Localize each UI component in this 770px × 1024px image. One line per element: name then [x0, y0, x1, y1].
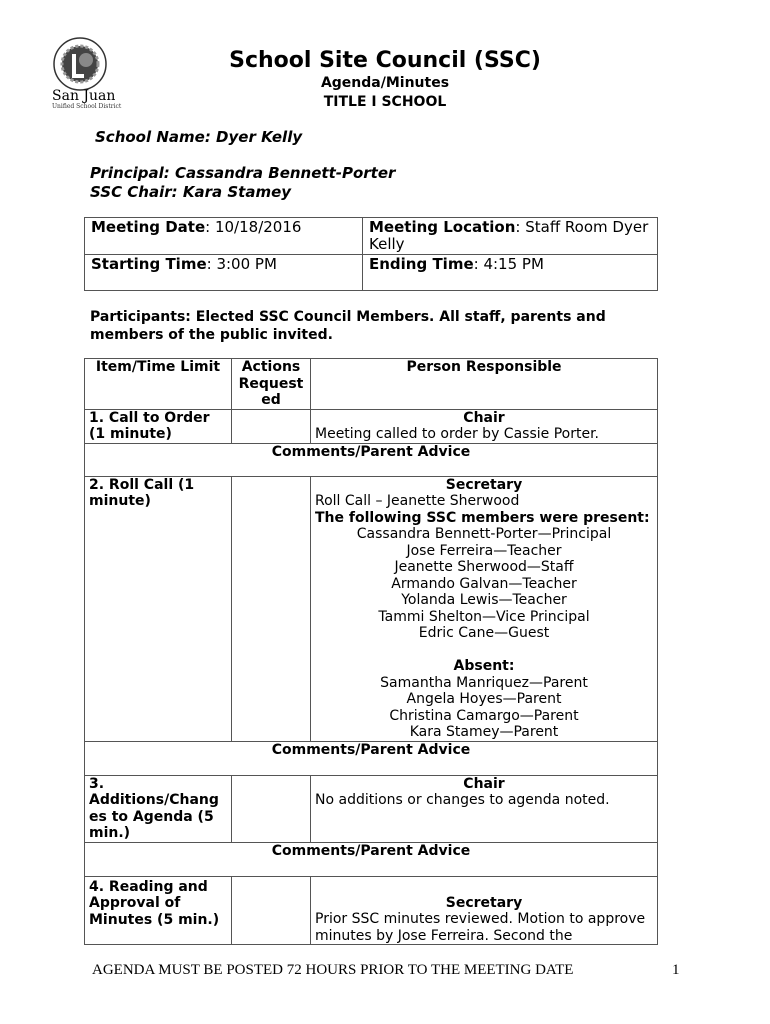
absent-member: Samantha Manriquez—Parent: [380, 674, 588, 691]
starting-time-label: Starting Time: [91, 255, 207, 273]
starting-time-value: : 3:00 PM: [206, 255, 277, 273]
logo-text: San Juan: [52, 88, 116, 104]
item-role: Chair: [463, 409, 505, 426]
absent-member: Kara Stamey—Parent: [409, 724, 559, 740]
meeting-info-table: [84, 217, 658, 291]
meeting-date-label: Meeting Date: [91, 218, 206, 236]
agenda-row-additions: [85, 775, 658, 842]
header-actions-requested: Actions Request ed: [232, 359, 311, 410]
item-person: [311, 476, 658, 741]
present-heading: The following SSC members were present:: [315, 509, 650, 526]
ending-time-cell: [363, 255, 658, 291]
agenda-row-minutes: [85, 876, 658, 945]
subtitle-agenda: Agenda/Minutes: [320, 75, 450, 91]
item-actions: [232, 476, 311, 741]
item-actions: [232, 775, 311, 842]
item-person: [311, 876, 658, 945]
item-title: 4. Reading and Approval of Minutes (5 min.): [85, 876, 232, 945]
footer-notice: AGENDA MUST BE POSTED 72 HOURS PRIOR TO THE MEETING DATE: [92, 962, 574, 978]
participants-note: Participants: Elected SSC Council Members. All staff, parents and members of the public invited.: [90, 309, 606, 343]
starting-time-cell: [85, 255, 363, 291]
item-title: 3. Additions/Chang es to Agenda (5 min.): [85, 775, 232, 842]
absent-member: Christina Camargo—Parent: [389, 707, 579, 724]
school-name: School Name: Dyer Kelly: [95, 128, 303, 146]
subtitle-title-i: TITLE I SCHOOL: [323, 94, 447, 110]
present-member: Tammi Shelton—Vice Principal: [378, 608, 590, 625]
agenda-row-roll-call: [85, 476, 658, 741]
ssc-chair-name: SSC Chair: Kara Stamey: [90, 183, 292, 201]
meeting-location-cell: [363, 218, 658, 255]
header-person-responsible: Person Responsible: [311, 359, 658, 410]
page-number: 1: [672, 962, 680, 978]
ending-time-label: Ending Time: [369, 255, 474, 273]
item-person: [311, 409, 658, 443]
present-member: Jeanette Sherwood—Staff: [394, 559, 574, 575]
meeting-location-value: : Staff Room Dyer Kelly: [369, 218, 649, 253]
page-subtitle: [0, 74, 770, 112]
logo-subtext: Unified School District: [52, 103, 122, 110]
item-role: Chair: [463, 775, 505, 792]
present-member: Yolanda Lewis—Teacher: [401, 592, 567, 608]
item-person: [311, 775, 658, 842]
agenda-table: [84, 358, 658, 945]
principal-name: Principal: Cassandra Bennett-Porter: [90, 164, 396, 182]
meeting-location-label: Meeting Location: [369, 218, 516, 236]
present-member: Jose Ferreira—Teacher: [406, 542, 562, 559]
absent-member: Angela Hoyes—Parent: [406, 691, 562, 707]
item-notes: No additions or changes to agenda noted.: [315, 792, 610, 808]
item-role: Secretary: [445, 894, 523, 911]
agenda-row-call-to-order: [85, 409, 658, 443]
meeting-date-value: : 10/18/2016: [205, 218, 302, 236]
item-role: Secretary: [445, 476, 523, 493]
page-title: School Site Council (SSC): [229, 48, 541, 73]
item-title: 2. Roll Call (1 minute): [85, 476, 232, 741]
comments-parent-advice: Comments/Parent Advice: [85, 741, 658, 775]
item-notes: Meeting called to order by Cassie Porter.: [315, 426, 599, 442]
present-member: Edric Cane—Guest: [418, 625, 550, 641]
present-member: Cassandra Bennett-Porter—Principal: [356, 526, 612, 542]
meeting-date-cell: [85, 218, 363, 255]
comments-parent-advice: Comments/Parent Advice: [85, 443, 658, 476]
comments-parent-advice: Comments/Parent Advice: [85, 842, 658, 876]
item-notes: Prior SSC minutes reviewed. Motion to approve minutes by Jose Ferreira. Second the: [315, 911, 646, 944]
absent-heading: Absent:: [453, 658, 515, 674]
header-item-time-limit: Item/Time Limit: [85, 359, 232, 410]
item-actions: [232, 409, 311, 443]
ending-time-value: : 4:15 PM: [473, 255, 544, 273]
present-member: Armando Galvan—Teacher: [391, 575, 577, 592]
item-actions: [232, 876, 311, 945]
item-title: 1. Call to Order (1 minute): [85, 409, 232, 443]
roll-call-line: Roll Call – Jeanette Sherwood: [315, 493, 520, 509]
